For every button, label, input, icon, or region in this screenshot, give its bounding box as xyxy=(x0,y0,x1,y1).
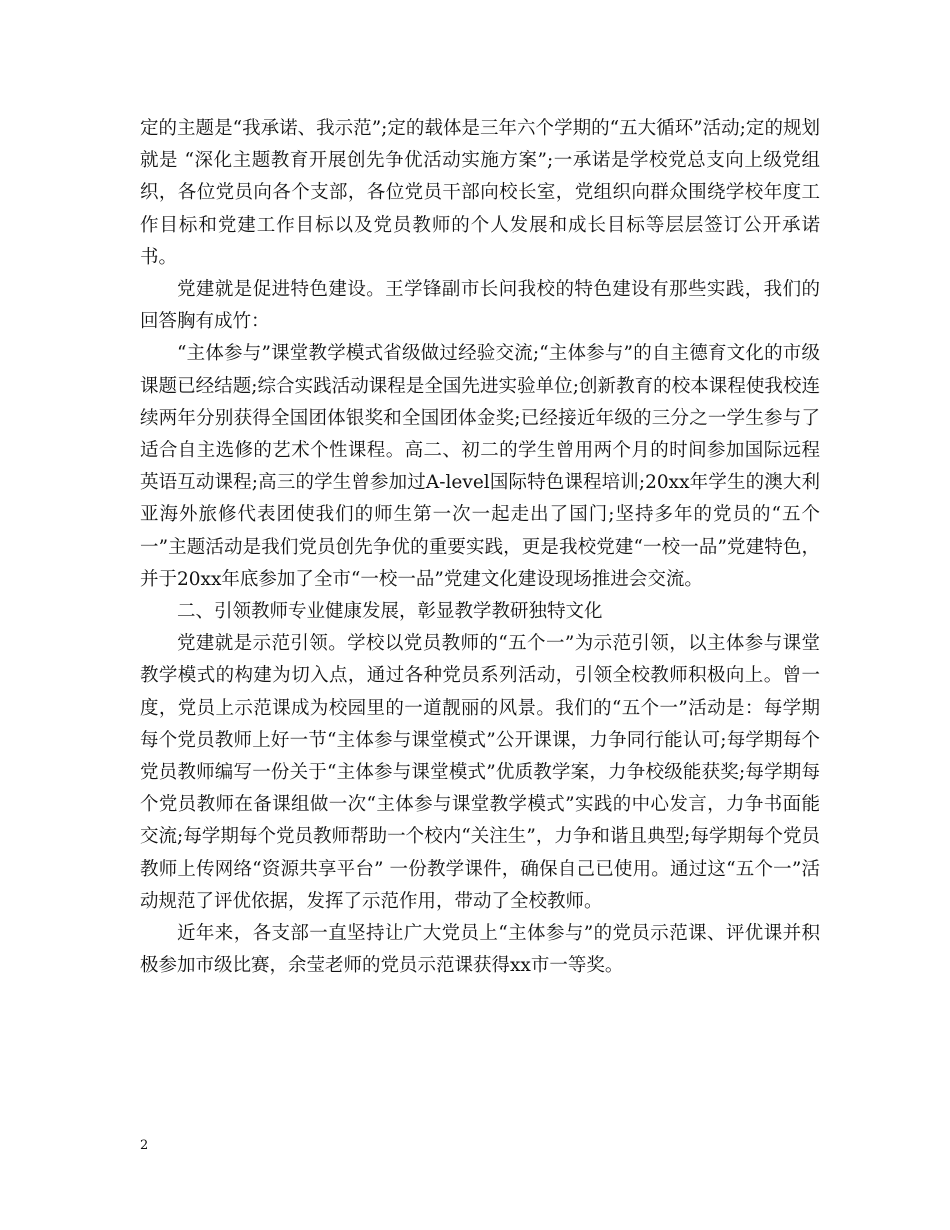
paragraph-commitment: 定的主题是“我承诺、我示范”;定的载体是三年六个学期的“五大循环”活动;定的规划就是 “深化主题教育开展创先争优活动实施方案”;一承诺是学校党总支向上级党组织，各位党员向各个支部，各位党员干部向校长室，党组织向群众围绕学校年度工作目标和党建工作目标以及党员教师的个人发展和成长目标等层层签订公开承诺书。 xyxy=(140,118,820,268)
paragraph-demonstration: 党建就是示范引领。学校以党员教师的“五个一”为示范引领，以主体参与课堂教学模式的构建为切入点，通过各种党员系列活动，引领全校教师积极向上。曾一度，党员上示范课成为校园里的一道靓丽的风景。我们的“五个一”活动是：每学期每个党员教师上好一节“主体参与课堂模式”公开课课，力争同行能认可;每学期每个党员教师编写一份关于“主体参与课堂模式”优质教学案，力争校级能获奖;每学期每个党员教师在备课组做一次“主体参与课堂教学模式”实践的中心发言，力争书面能交流;每学期每个党员教师帮助一个校内“关注生”，力争和谐且典型;每学期每个党员教师上传网络“资源共享平台” 一份教学课件，确保自己已使用。通过这“五个一”活动规范了评优依据，发挥了示范作用，带动了全校教师。 xyxy=(140,633,820,912)
page-number: 2 xyxy=(140,1138,149,1153)
document-body xyxy=(140,113,820,982)
paragraph-achievements: “主体参与”课堂教学模式省级做过经验交流;“主体参与”的自主德育文化的市级课题已经结题;综合实践活动课程是全国先进实验单位;创新教育的校本课程使我校连续两年分别获得全国团体银奖和全国团体金奖;已经接近年级的三分之一学生参与了适合自主选修的艺术个性课程。高二、初二的学生曾用两个月的时间参加国际远程英语互动课程;高三的学生曾参加过A-level国际特色课程培训;20xx年学生的澳大利亚海外旅修代表团使我们的师生第一次一起走出了国门;坚持多年的党员的“五个一”主题活动是我们党员创先争优的重要实践，更是我校党建“一校一品”党建特色，并于20xx年底参加了全市“一校一品”党建文化建设现场推进会交流。 xyxy=(140,343,820,590)
paragraph-feature-building: 党建就是促进特色建设。王学锋副市长问我校的特色建设有那些实践，我们的回答胸有成竹： xyxy=(140,279,820,333)
section-heading-teacher-development: 二、引领教师专业健康发展，彰显教学教研独特文化 xyxy=(177,601,603,623)
paragraph-recent-years: 近年来，各支部一直坚持让广大党员上“主体参与”的党员示范课、评优课并积极参加市级比赛，余莹老师的党员示范课获得xx市一等奖。 xyxy=(140,923,820,977)
